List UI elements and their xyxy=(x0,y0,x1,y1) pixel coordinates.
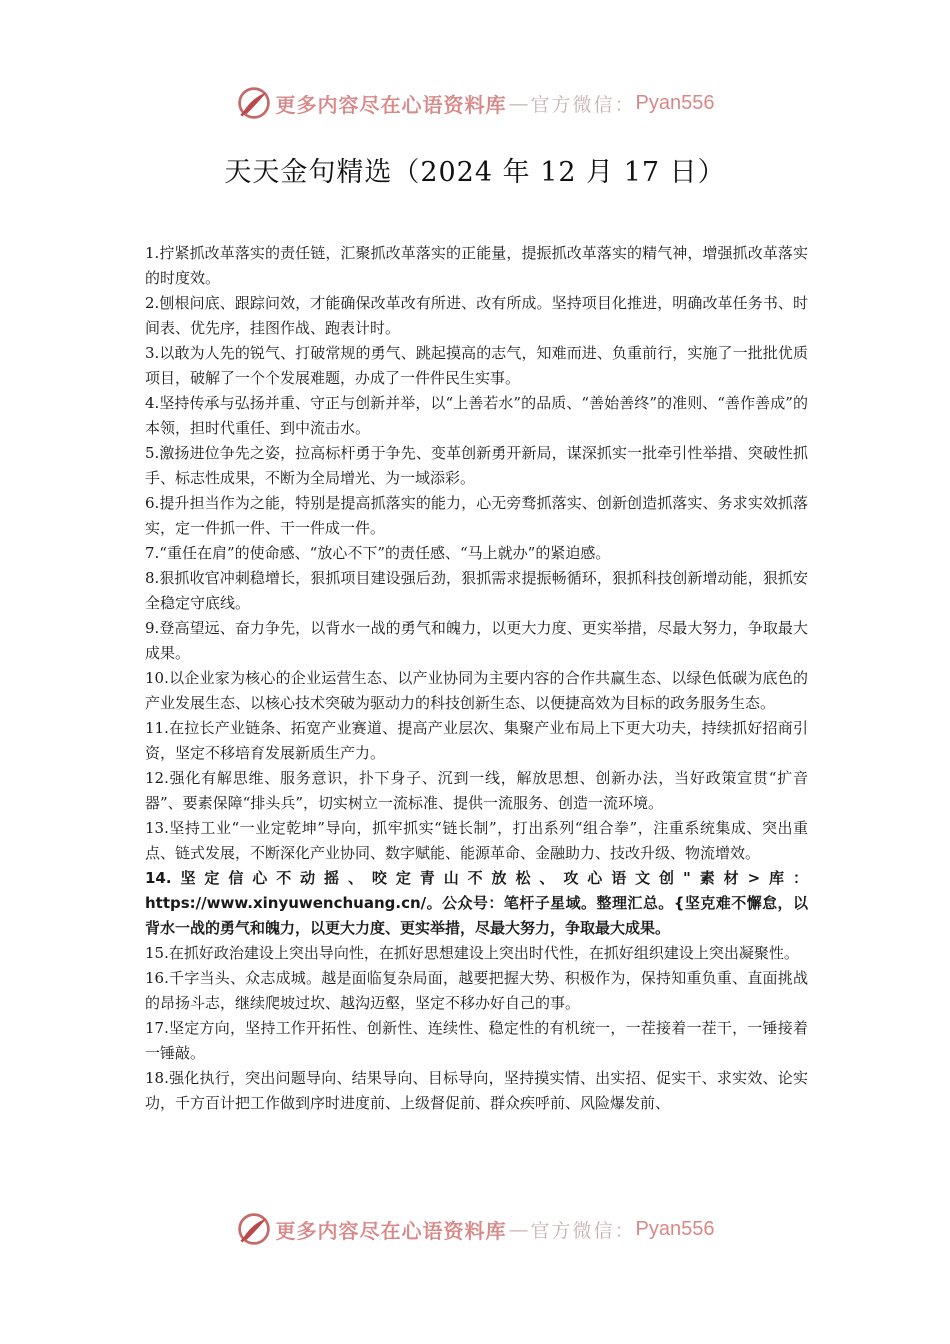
quote-item: 9.登高望远、奋力争先，以背水一战的勇气和魄力，以更大力度、更实举措，尽最大努力，争取最大成果。 xyxy=(145,619,808,662)
footer-banner xyxy=(0,1207,950,1251)
ink-pen-logo-icon xyxy=(236,1211,272,1247)
quote-item: 7.“重任在肩”的使命感、“放心不下”的责任感、“马上就办”的紧迫感。 xyxy=(145,544,611,562)
banner-wechat-id: Pyan556 xyxy=(635,91,715,114)
banner-wechat-label: 官方微信： xyxy=(530,93,636,116)
quote-item: 17.坚定方向，坚持工作开拓性、创新性、连续性、稳定性的有机统一，一茬接着一茬干，一锤接着一锤敲。 xyxy=(145,1019,808,1062)
quote-item: 4.坚持传承与弘扬并重、守正与创新并举，以“上善若水”的品质、“善始善终”的准则、“善作善成”的本领，担时代重任、到中流击水。 xyxy=(145,394,808,437)
quote-item: 13.坚持工业“一业定乾坤”导向，抓牢抓实“链长制”，打出系列“组合拳”，注重系统集成、突出重点、链式发展，不断深化产业协同、数字赋能、能源革命、金融助力、技改升级、物流增效。 xyxy=(145,819,808,862)
quote-item: 10.以企业家为核心的企业运营生态、以产业协同为主要内容的合作共赢生态、以绿色低碳为底色的产业发展生态、以核心技术突破为驱动力的科技创新生态、以便捷高效为目标的政务服务生态。 xyxy=(145,669,808,712)
banner-wechat-label: 官方微信： xyxy=(530,1219,636,1242)
banner-separator: — xyxy=(508,91,529,115)
header-banner xyxy=(0,81,950,125)
banner-main-text: 更多内容尽在心语资料库 xyxy=(275,92,507,117)
quote-list xyxy=(145,241,808,1116)
quote-item: 18.强化执行，突出问题导向、结果导向、目标导向，坚持摸实情、出实招、促实干、求实效、论实功，千方百计把工作做到序时进度前、上级督促前、群众疾呼前、风险爆发前、 xyxy=(145,1069,808,1112)
quote-item-watermarked: 14.坚定信心不动摇、咬定青山不放松、攻心语文创"素材>库：https://www.xinyuwenchuang.cn/。公众号：笔杆子星域。整理汇总。{坚克难不懈怠，以背水一战的勇气和魄力，以更大力度、更实举措，尽最大努力，争取最大成果。 xyxy=(145,869,808,937)
ink-pen-logo-icon xyxy=(236,85,272,121)
quote-item: 11.在拉长产业链条、拓宽产业赛道、提高产业层次、集聚产业布局上下更大功夫，持续抓好招商引资，坚定不移培育发展新质生产力。 xyxy=(145,719,808,762)
quote-item: 8.狠抓收官冲刺稳增长，狠抓项目建设强后劲，狠抓需求提振畅循环，狠抓科技创新增动能，狠抓安全稳定守底线。 xyxy=(145,569,808,612)
quote-item: 5.激扬进位争先之姿，拉高标杆勇于争先、变革创新勇开新局，谋深抓实一批牵引性举措、突破性抓手、标志性成果，不断为全局增光、为一域添彩。 xyxy=(145,444,808,487)
quote-item: 2.刨根问底、跟踪问效，才能确保改革改有所进、改有所成。坚持项目化推进，明确改革任务书、时间表、优先序，挂图作战、跑表计时。 xyxy=(145,294,808,337)
quote-item: 16.千字当头、众志成城。越是面临复杂局面，越要把握大势、积极作为，保持知重负重、直面挑战的昂扬斗志，继续爬坡过坎、越沟迈壑，坚定不移办好自己的事。 xyxy=(145,969,808,1012)
quote-item: 1.拧紧抓改革落实的责任链，汇聚抓改革落实的正能量，提振抓改革落实的精气神，增强抓改革落实的时度效。 xyxy=(145,244,808,287)
banner-wechat-id: Pyan556 xyxy=(635,1217,715,1240)
quote-item: 3.以敢为人先的锐气、打破常规的勇气、跳起摸高的志气，知难而进、负重前行，实施了一批批优质项目，破解了一个个发展难题，办成了一件件民生实事。 xyxy=(145,344,808,387)
document-title: 天天金句精选（2024 年 12 月 17 日） xyxy=(224,157,726,188)
quote-item: 15.在抓好政治建设上突出导向性，在抓好思想建设上突出时代性，在抓好组织建设上突出凝聚性。 xyxy=(145,944,799,962)
banner-separator: — xyxy=(508,1217,529,1241)
banner-main-text: 更多内容尽在心语资料库 xyxy=(275,1218,507,1243)
quote-item: 6.提升担当作为之能，特别是提高抓落实的能力，心无旁骛抓落实、创新创造抓落实、务求实效抓落实，定一件抓一件、干一件成一件。 xyxy=(145,494,808,537)
quote-item: 12.强化有解思维、服务意识，扑下身子、沉到一线，解放思想、创新办法，当好政策宣贯“扩音器”、要素保障“排头兵”，切实树立一流标准、提供一流服务、创造一流环境。 xyxy=(145,769,808,812)
